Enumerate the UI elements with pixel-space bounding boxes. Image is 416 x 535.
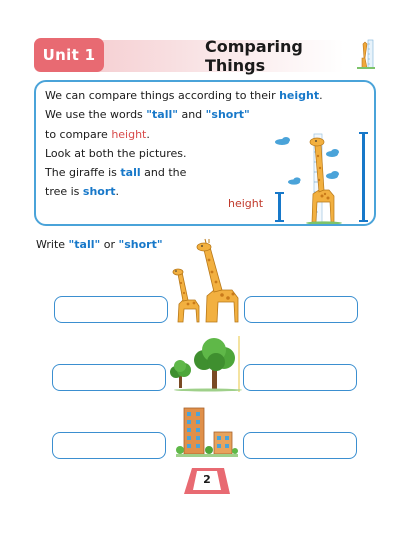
answer-field-left-2[interactable] [52, 364, 166, 391]
page-title: Comparing Things [205, 37, 303, 75]
text-segment: We use the words [45, 108, 147, 122]
page-number: 2 [203, 473, 211, 486]
info-line [45, 105, 315, 124]
buildings-icon [176, 406, 238, 458]
answer-field-right-2[interactable] [243, 364, 357, 391]
text-segment: and the [140, 166, 187, 180]
text-segment: "tall" [68, 238, 101, 251]
text-segment: "short" [118, 238, 163, 251]
text-segment: or [100, 238, 119, 251]
answer-field-left-1[interactable] [54, 296, 168, 323]
text-segment: height [279, 89, 320, 102]
giraffe-growth-chart-icon [356, 38, 376, 70]
text-segment: height [111, 127, 147, 141]
text-segment: . [115, 185, 120, 199]
height-label: height [228, 197, 264, 210]
text-segment: We can compare things according to their [45, 89, 280, 102]
giraffe-height-chart-illustration [272, 128, 370, 224]
text-segment: . [319, 89, 323, 102]
text-segment: "short" [205, 108, 250, 122]
text-segment: Look at both the pictures. [45, 146, 187, 160]
answer-field-left-3[interactable] [52, 432, 166, 459]
giraffes-icon [170, 238, 246, 324]
text-segment: and [177, 108, 206, 122]
text-segment: . [146, 127, 150, 141]
text-segment: "tall" [146, 108, 178, 122]
trees-icon [168, 336, 242, 392]
text-segment: to compare [45, 127, 112, 141]
info-line [45, 86, 323, 105]
unit-badge: Unit 1 [34, 38, 104, 72]
text-segment: tall [120, 166, 141, 180]
exercise-instruction [36, 238, 163, 251]
answer-field-right-3[interactable] [243, 432, 357, 459]
answer-field-right-1[interactable] [244, 296, 358, 323]
cloud-icon [275, 137, 339, 185]
text-segment: short [82, 185, 116, 199]
text-segment: The giraffe is [45, 166, 121, 180]
text-segment: Write [36, 238, 69, 251]
text-segment: tree is [45, 185, 83, 199]
